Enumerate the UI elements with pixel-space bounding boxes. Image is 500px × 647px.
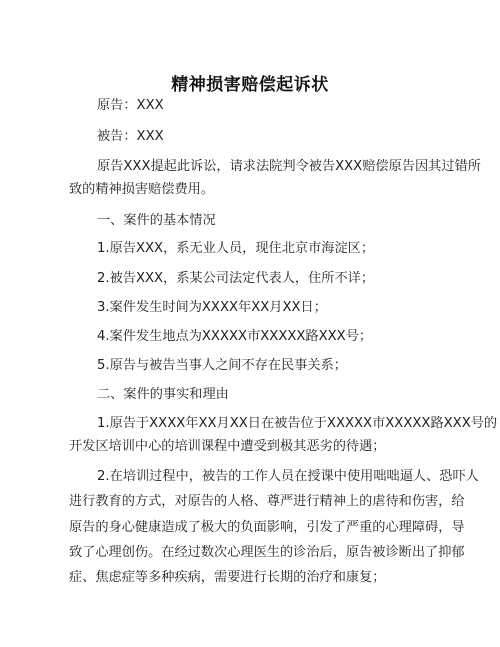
intro-line-1: 原告XXX提起此诉讼，请求法院判令被告XXX赔偿原告因其过错所 <box>97 159 481 174</box>
section1-item: 1.原告XXX，系无业人员，现住北京市海淀区； <box>97 241 375 256</box>
section2-heading: 二、案件的事实和理由 <box>97 387 229 402</box>
section1-item: 3.案件发生时间为XXXX年XX月XX日； <box>97 300 327 315</box>
section2-para2-line-3: 原告的身心健康造成了极大的负面影响，引发了严重的心理障碍，导 <box>69 520 465 535</box>
section1-item: 2.被告XXX，系某公司法定代表人，住所不详； <box>97 271 375 286</box>
section2-para2-line-2: 进行教育的方式，对原告的人格、尊严进行精神上的虐待和伤害，给 <box>69 494 465 509</box>
section2-para2-line-5: 症、焦虑症等多种疾病，需要进行长期的治疗和康复； <box>69 570 386 585</box>
section1-item: 4.案件发生地点为XXXXX市XXXXX路XXX号； <box>97 329 373 344</box>
section2-para1-line-1: 1.原告于XXXX年XX月XX日在被告位于XXXXX市XXXXX路XXX号的 <box>97 416 498 431</box>
section2-para2-line-4: 致了心理创伤。在经过数次心理医生的诊治后，原告被诊断出了抑郁 <box>69 545 465 560</box>
intro-line-2: 致的精神损害赔偿费用。 <box>69 182 215 197</box>
document-title: 精神损害赔偿起诉状 <box>171 75 329 95</box>
section1-heading: 一、案件的基本情况 <box>97 213 216 228</box>
section1-item: 5.原告与被告当事人之间不存在民事关系； <box>97 358 347 373</box>
section2-para1-line-2: 开发区培训中心的培训课程中遭受到极其恶劣的待遇； <box>69 439 386 454</box>
section2-para2-line-1: 2.在培训过程中，被告的工作人员在授课中使用咄咄逼人、恐吓人 <box>97 469 479 484</box>
plaintiff-line: 原告：XXX <box>97 98 164 113</box>
defendant-line: 被告：XXX <box>97 129 164 144</box>
